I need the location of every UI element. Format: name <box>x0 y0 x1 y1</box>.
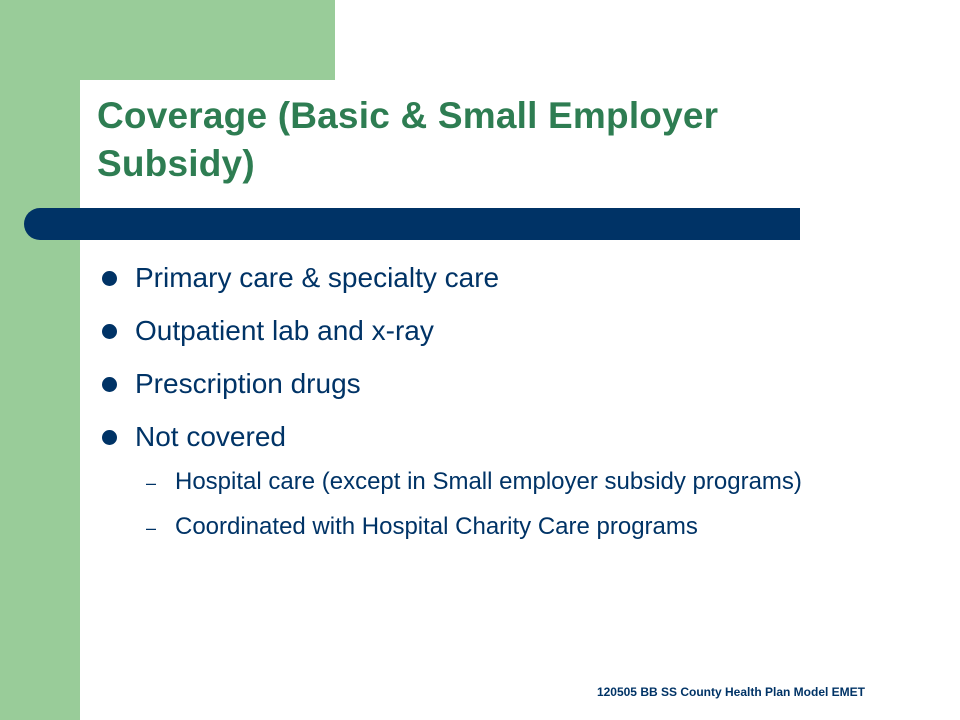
bullet-item-primary-care <box>100 258 880 311</box>
sub-bullet-charity-care <box>100 511 880 543</box>
bullet-text: Primary care & specialty care <box>135 262 500 293</box>
sub-bullet-text: Coordinated with Hospital Charity Care programs <box>175 513 698 540</box>
bullet-dot-icon <box>102 430 117 445</box>
sub-bullet-text: Hospital care (except in Small employer subsidy programs) <box>175 468 802 495</box>
bullet-text: Prescription drugs <box>135 368 361 399</box>
bullet-list <box>100 258 880 556</box>
bullet-text: Outpatient lab and x-ray <box>135 315 434 346</box>
sub-bullet-hospital-care <box>100 466 880 498</box>
dash-icon: – <box>146 473 157 493</box>
bullet-item-outpatient <box>100 311 880 364</box>
dash-icon: – <box>146 518 157 538</box>
bullet-item-not-covered <box>100 417 880 470</box>
title-divider-bar <box>24 208 800 240</box>
bullet-dot-icon <box>102 271 117 286</box>
slide-footer: 120505 BB SS County Health Plan Model EMET <box>596 685 865 699</box>
bullet-text: Not covered <box>135 421 286 452</box>
bullet-dot-icon <box>102 377 117 392</box>
bullet-dot-icon <box>102 324 117 339</box>
green-sidebar <box>0 0 80 720</box>
bullet-item-prescription <box>100 364 880 417</box>
slide-title: Coverage (Basic & Small Employer Subsidy) <box>97 95 719 184</box>
